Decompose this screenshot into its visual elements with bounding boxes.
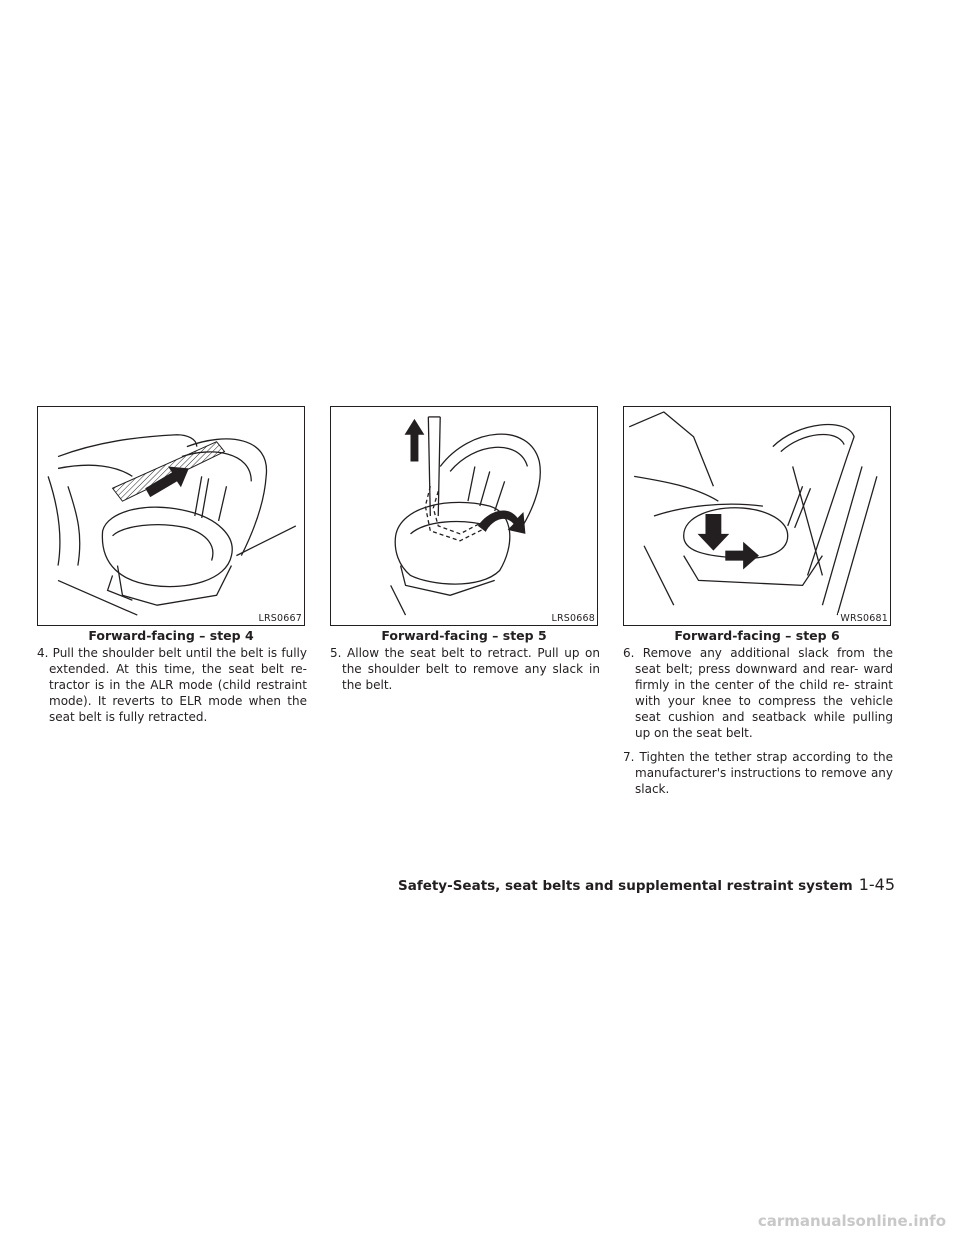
figure-code: LRS0667 — [258, 613, 302, 624]
step-text: 7. Tighten the tether strap according to the manufacturer's instructions to remove any slack. — [623, 750, 893, 796]
page-footer — [398, 875, 895, 894]
illustration-retract-belt — [331, 407, 597, 625]
figure-code: WRS0681 — [840, 613, 888, 624]
figure-caption: Forward-facing – step 6 — [674, 628, 840, 643]
figure-code: LRS0668 — [551, 613, 595, 624]
figure-step-4 — [37, 406, 305, 626]
figure-step-6 — [623, 406, 891, 626]
watermark: carmanualsonline.info — [757, 1212, 946, 1230]
column-step-5 — [330, 406, 600, 701]
step-text: 6. Remove any additional slack from the seat belt; press downward and rear- ward firmly in the center of the child re- straint with your knee to compress the vehicle seat cushion and seatback while pulling up on the seat belt. — [623, 646, 893, 740]
figure-caption: Forward-facing – step 4 — [88, 628, 254, 643]
figure-step-5 — [330, 406, 598, 626]
column-step-4 — [37, 406, 307, 733]
column-step-6 — [623, 406, 893, 805]
step-text: 4. Pull the shoulder belt until the belt is fully extended. At this time, the seat belt re- tractor is in the ALR mode (child restraint mode). It reverts to ELR mode when the seat belt is fully retracted. — [37, 646, 307, 724]
section-title: Safety-Seats, seat belts and supplemental restraint system — [397, 878, 853, 894]
illustration-pull-shoulder-belt — [38, 407, 304, 625]
illustration-press-knee — [624, 407, 890, 625]
step-text: 5. Allow the seat belt to retract. Pull up on the shoulder belt to remove any slack in the belt. — [330, 646, 600, 692]
page-number: 1-45 — [858, 875, 895, 894]
figure-caption: Forward-facing – step 5 — [381, 628, 547, 643]
